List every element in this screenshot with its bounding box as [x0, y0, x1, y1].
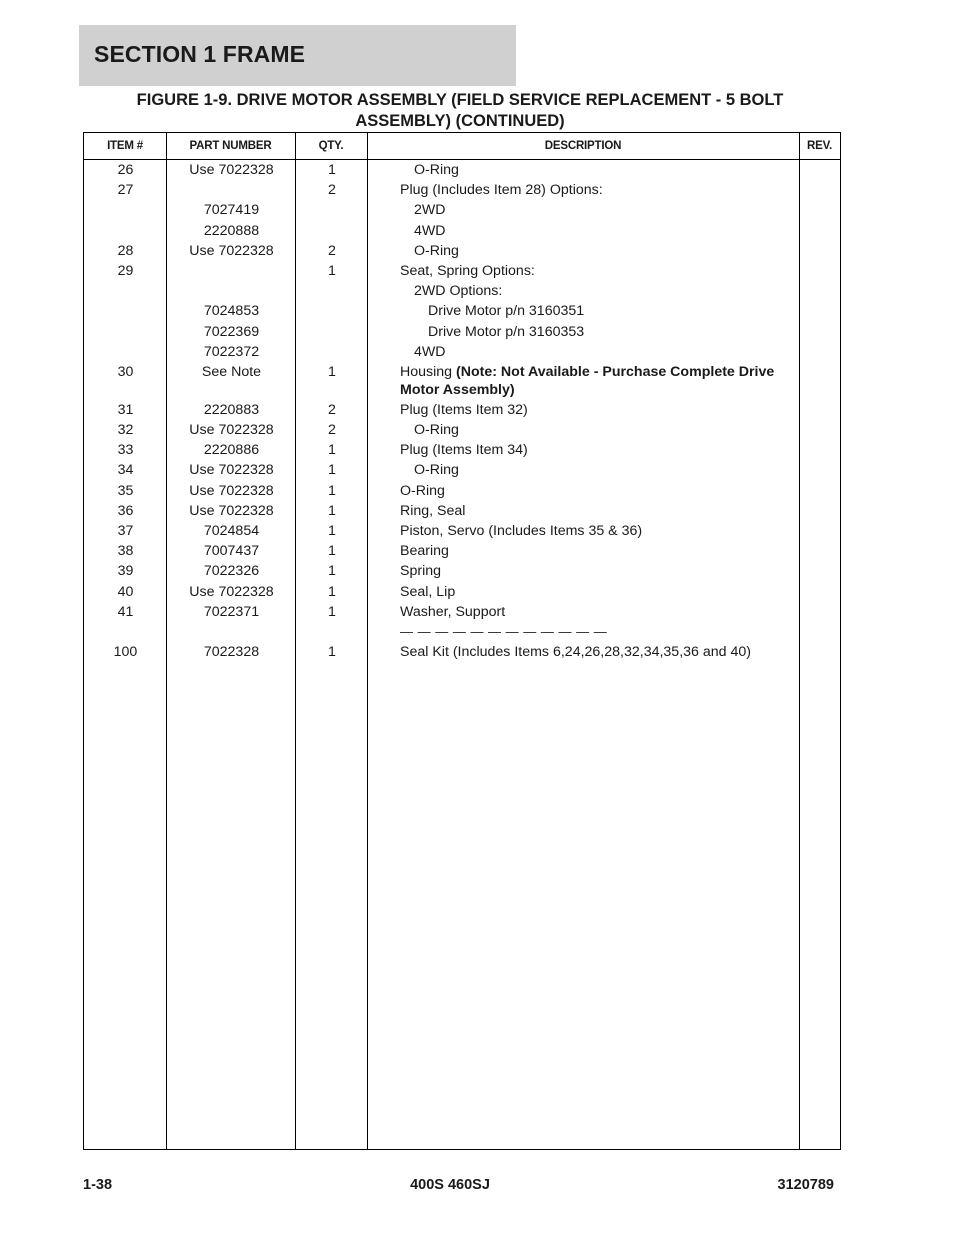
section-title: SECTION 1 FRAME: [94, 41, 306, 67]
table-row: [84, 622, 840, 642]
part-number: 7022371: [203, 603, 260, 620]
description: 4WD: [414, 343, 446, 360]
header-qty: QTY.: [318, 140, 344, 152]
description: Piston, Servo (Includes Items 35 & 36): [400, 523, 643, 539]
description: 2WD Options:: [414, 283, 503, 300]
quantity: 1: [328, 523, 336, 539]
table-row: [84, 281, 840, 301]
table-row: [84, 602, 840, 622]
figure-title-line1: FIGURE 1-9. DRIVE MOTOR ASSEMBLY (FIELD SERVICE REPLACEMENT - 5 BOLT: [136, 91, 784, 109]
table-row: [84, 342, 840, 362]
quantity: 1: [328, 543, 336, 560]
part-number: 7024854: [203, 523, 260, 539]
part-number: 2220886: [203, 442, 260, 459]
page-number: 1-38: [83, 1177, 113, 1193]
description: Drive Motor p/n 3160351: [428, 303, 585, 320]
description: Seat, Spring Options:: [400, 262, 535, 279]
quantity: 1: [328, 262, 336, 279]
description: Washer, Support: [400, 603, 506, 620]
item-number: 28: [117, 242, 134, 259]
part-number: 7022369: [203, 323, 260, 340]
header-description: DESCRIPTION: [544, 140, 622, 152]
item-number: 34: [117, 462, 134, 479]
description: Bearing: [400, 543, 449, 560]
part-number: Use 7022328: [189, 502, 274, 519]
quantity: 1: [328, 462, 336, 479]
part-number: 7027419: [203, 202, 260, 219]
part-number: 7007437: [203, 543, 260, 560]
description: Ring, Seal: [400, 502, 466, 519]
item-number: 41: [117, 603, 134, 620]
part-number: 7022326: [203, 563, 260, 580]
table-row: [84, 322, 840, 342]
part-number: Use 7022328: [189, 422, 274, 439]
document-number: 3120789: [777, 1177, 834, 1193]
item-number: 31: [117, 401, 134, 418]
quantity: 1: [328, 583, 336, 600]
table-row: [84, 541, 840, 561]
quantity: 2: [328, 242, 336, 259]
part-number: 2220888: [203, 222, 260, 239]
dashed-separator: — — — — — — — — — — — —: [400, 623, 608, 639]
part-number: 7024853: [203, 303, 260, 320]
table-row: [84, 642, 840, 662]
description: Plug (Items Item 34): [400, 442, 528, 459]
table-row: [84, 420, 840, 440]
quantity: 1: [328, 563, 336, 580]
item-number: 37: [117, 523, 134, 539]
description: O-Ring: [414, 462, 459, 479]
description: 4WD: [414, 222, 446, 239]
description: [400, 363, 785, 399]
quantity: 1: [328, 644, 336, 661]
item-number: 38: [117, 543, 134, 560]
item-number: 39: [117, 563, 134, 580]
model-number: 400S 460SJ: [410, 1177, 490, 1193]
part-number: Use 7022328: [189, 162, 274, 178]
quantity: 2: [328, 401, 336, 418]
description: Drive Motor p/n 3160353: [428, 323, 585, 340]
part-number: See Note: [201, 363, 262, 380]
table-row: [84, 221, 840, 241]
figure-title: [80, 90, 840, 132]
item-number: 100: [113, 644, 138, 661]
quantity: 1: [328, 502, 336, 519]
table-row: [84, 261, 840, 281]
header-rev: REV.: [807, 140, 832, 152]
part-number: Use 7022328: [189, 242, 274, 259]
description: Plug (Items Item 32): [400, 401, 528, 418]
quantity: 1: [328, 442, 336, 459]
part-number: 7022328: [203, 644, 260, 661]
description: Seal, Lip: [400, 583, 456, 600]
table-row: [84, 200, 840, 220]
quantity: 1: [328, 603, 336, 620]
figure-title-line2: ASSEMBLY) (CONTINUED): [355, 112, 565, 130]
table-row: [84, 160, 840, 180]
part-number: Use 7022328: [189, 482, 274, 499]
quantity: 1: [328, 162, 336, 178]
description: Plug (Includes Item 28) Options:: [400, 182, 603, 199]
item-number: 26: [117, 162, 134, 178]
table-row: [84, 440, 840, 460]
table-row: [84, 241, 840, 261]
table-body: [84, 160, 840, 662]
section-banner: [79, 25, 516, 86]
item-number: 36: [117, 502, 134, 519]
parts-table: [83, 132, 841, 1150]
description: O-Ring: [414, 242, 459, 259]
table-row: [84, 460, 840, 480]
quantity: 2: [328, 422, 336, 439]
item-number: 30: [117, 363, 134, 380]
table-row: [84, 400, 840, 420]
part-number: Use 7022328: [189, 462, 274, 479]
description: O-Ring: [414, 422, 459, 439]
table-row: [84, 301, 840, 321]
part-number: Use 7022328: [189, 583, 274, 600]
table-row: [84, 481, 840, 501]
description-note: (Note: Not Available - Purchase Complete Drive Motor Assembly): [400, 363, 775, 398]
header-item: ITEM #: [107, 140, 143, 152]
table-row: [84, 561, 840, 581]
part-number: 7022372: [203, 343, 260, 360]
description: Seal Kit (Includes Items 6,24,26,28,32,34,35,36 and 40): [400, 644, 751, 661]
item-number: 40: [117, 583, 134, 600]
table-row: [84, 582, 840, 602]
description: 2WD: [414, 202, 446, 219]
quantity: 2: [328, 182, 336, 199]
item-number: 33: [117, 442, 134, 459]
item-number: 32: [117, 422, 134, 439]
item-number: 35: [117, 482, 134, 499]
table-row: [84, 521, 840, 541]
description: O-Ring: [414, 162, 459, 178]
item-number: 27: [117, 182, 134, 199]
description: O-Ring: [400, 482, 445, 499]
part-number: 2220883: [203, 401, 260, 418]
quantity: 1: [328, 363, 336, 380]
header-part-number: PART NUMBER: [189, 140, 272, 152]
quantity: 1: [328, 482, 336, 499]
item-number: 29: [117, 262, 134, 279]
description: Spring: [400, 563, 442, 580]
table-row: [84, 362, 840, 400]
description-text: Housing: [400, 363, 453, 380]
table-row: [84, 180, 840, 200]
table-row: [84, 501, 840, 521]
